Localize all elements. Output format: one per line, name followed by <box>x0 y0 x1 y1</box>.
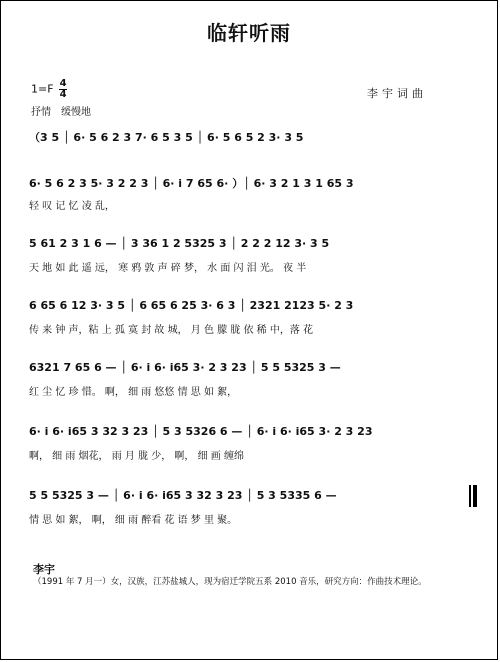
credits: 李宇词曲 <box>367 87 427 100</box>
notation: （3 5 │ 6· 5 6 2 3 7· 6 5 3 5 │ 6· 5 6 5 2 3· 3 5 <box>29 131 304 144</box>
key-signature <box>31 79 67 100</box>
notation: 5 61 2 3 1 6 — │ 3 36 1 2 5325 3 │ 2 2 2 12 3· 3 5 <box>29 237 330 250</box>
staff-row <box>29 299 477 339</box>
time-signature <box>59 79 67 100</box>
staff-row <box>29 129 477 169</box>
lyrics: 情 思 如 絮， 啊， 细 雨 醉看 花 语 梦 里 聚。 <box>29 515 238 526</box>
staff-row <box>29 237 477 277</box>
staff-row <box>29 425 477 465</box>
time-bottom: 4 <box>59 89 67 100</box>
time-top: 4 <box>59 78 67 89</box>
author-name: 李宇 <box>33 563 55 576</box>
song-title: 临轩听雨 <box>207 21 291 45</box>
notation: 6· 5 6 2 3 5· 3 2 2 3 │ 6· i 7 65 6· ）│ 6· 3 2 1 3 1 65 3 <box>29 177 354 190</box>
key-label: 1=F <box>31 82 54 96</box>
final-barline-thick <box>473 485 477 507</box>
lyrics: 红 尘 忆 珍 惜。 啊， 细 雨 悠悠 情 思 如 絮， <box>29 387 238 398</box>
staff-row <box>29 361 477 401</box>
notation: 6 65 6 12 3· 3 5 │ 6 65 6 25 3· 6 3 │ 2321 2123 5· 2 3 <box>29 299 354 312</box>
lyrics: 天 地 如 此 遥 远， 寒 鸦 敦 声 碎 梦， 水 面 闪 泪 光。 夜 半 <box>29 263 307 274</box>
author-bio: （1991 年 7 月一）女，汉族，江苏盐城人，现为宿迁学院五系 2010 音乐，研究方向：作曲技术理论。 <box>33 577 427 587</box>
lyrics: 传 来 钟 声，粘 上 孤 寞 封 故 城， 月 色 朦 胧 依 稀 中，落 花 <box>29 325 314 336</box>
lyrics: 轻 叹 记 忆 凌 乱， <box>29 201 115 212</box>
lyrics: 啊， 细 雨 烟花， 雨 月 胧 少， 啊， 细 画 缠绵 <box>29 451 244 462</box>
lyrics <box>29 151 477 165</box>
tempo-marking: 抒情 缓慢地 <box>31 107 91 118</box>
final-barline-thin <box>469 485 471 507</box>
staff-row <box>29 175 477 215</box>
notation: 6· i 6· i65 3 32 3 23 │ 5 3 5326 6 — │ 6· i 6· i65 3· 2 3 23 <box>29 425 373 438</box>
notation: 5 5 5325 3 — │ 6· i 6· i65 3 32 3 23 │ 5 3 5335 6 — <box>29 489 337 502</box>
staff-row <box>29 489 477 529</box>
notation: 6321 7 65 6 — │ 6· i 6· i65 3· 2 3 23 │ 5 5 5325 3 — <box>29 361 341 374</box>
